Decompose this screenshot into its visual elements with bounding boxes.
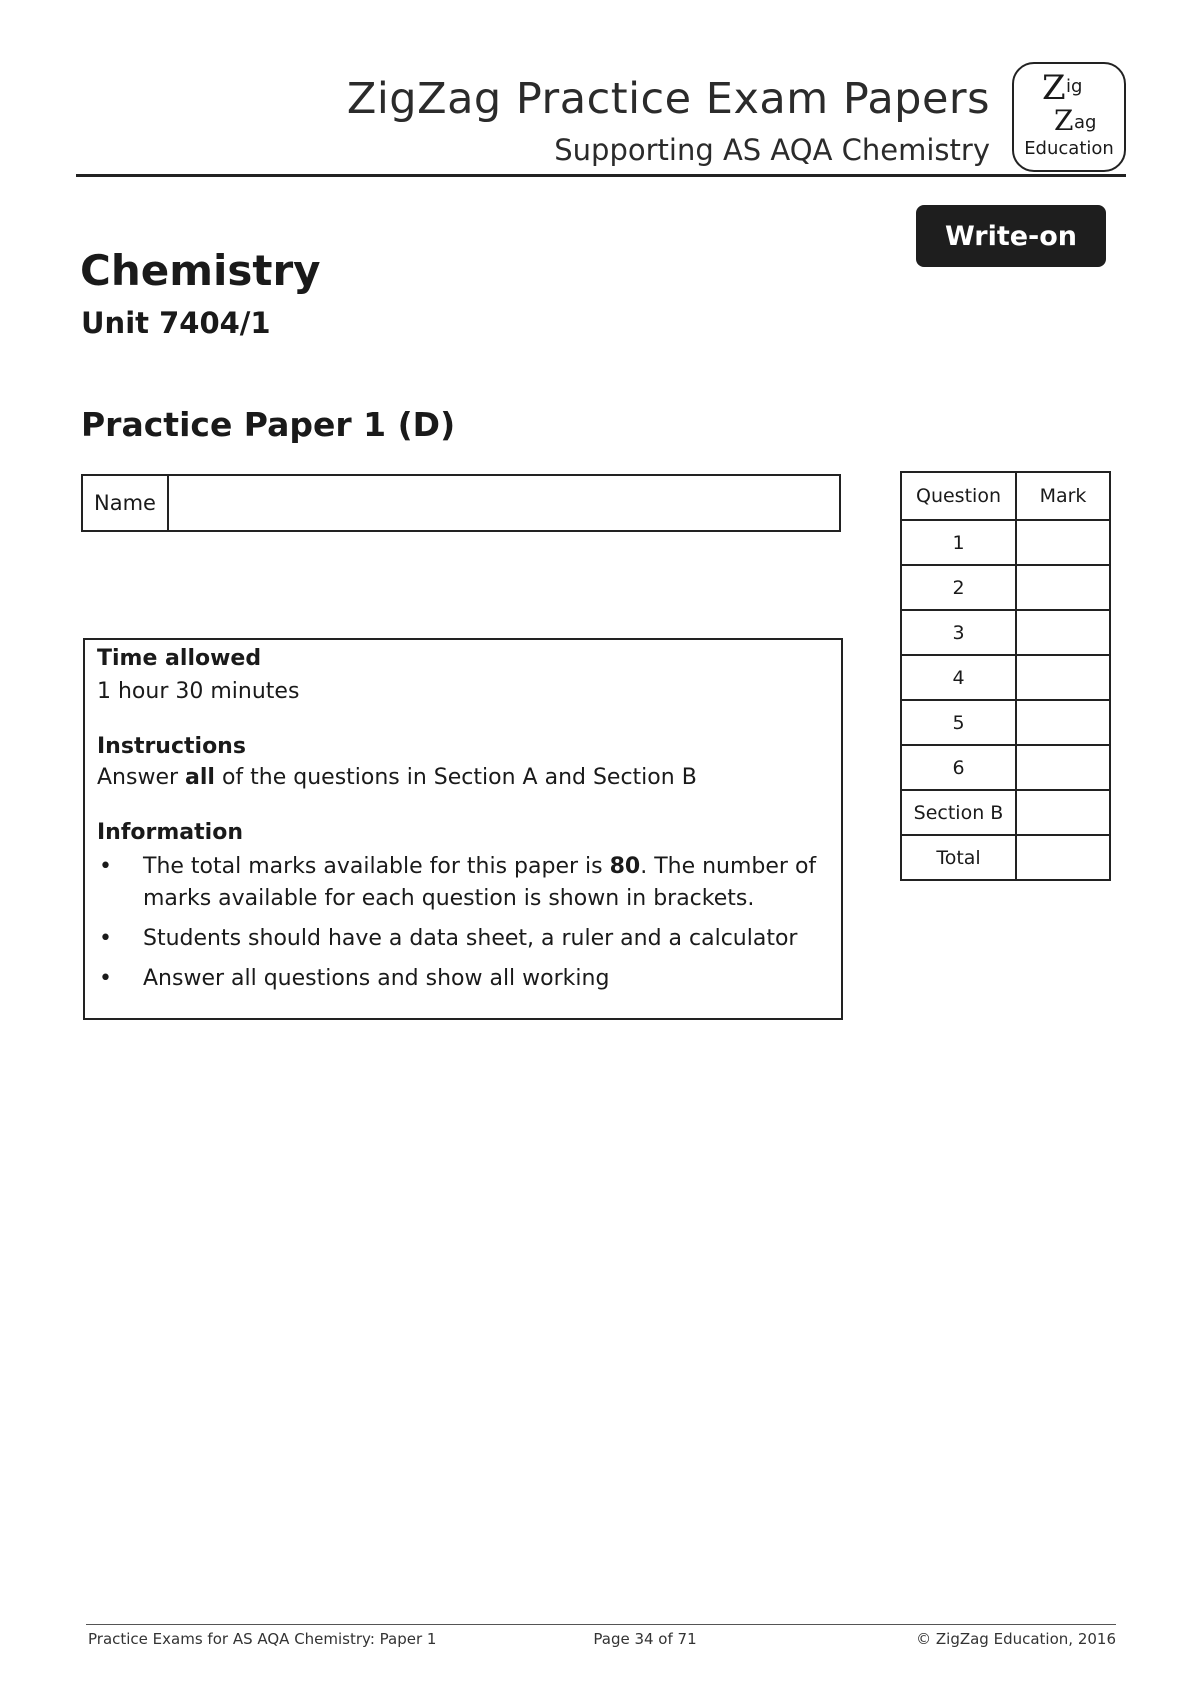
logo-letter-z1: Z [1042, 68, 1066, 108]
mark-cell[interactable] [1016, 745, 1110, 790]
mark-cell[interactable] [1016, 790, 1110, 835]
mark-cell[interactable] [1016, 520, 1110, 565]
table-row [901, 790, 1110, 835]
time-value: 1 hour 30 minutes [97, 679, 300, 704]
footer-rule [86, 1624, 1116, 1625]
name-box [81, 474, 841, 532]
logo-education: Education [1024, 138, 1114, 159]
mark-cell[interactable] [1016, 565, 1110, 610]
question-number: 3 [901, 610, 1016, 655]
page-number: Page 34 of 71 [593, 1630, 697, 1648]
info-box [83, 638, 843, 1020]
subject-title: Chemistry [80, 246, 321, 295]
table-row [901, 700, 1110, 745]
logo-letters-ag: ag [1074, 112, 1097, 133]
time-heading: Time allowed [97, 646, 262, 671]
mark-cell[interactable] [1016, 700, 1110, 745]
list-item: • The total marks available for this paper is 80. The number of marks available for each question is shown in brackets. [97, 851, 829, 915]
zigzag-logo [1012, 62, 1126, 172]
mark-cell[interactable] [1016, 835, 1110, 880]
question-number: 1 [901, 520, 1016, 565]
question-number: 5 [901, 700, 1016, 745]
question-number: 6 [901, 745, 1016, 790]
name-label: Name [83, 476, 169, 530]
name-field[interactable] [169, 476, 839, 530]
logo-letters-ig: ig [1066, 76, 1083, 97]
mark-header: Mark [1016, 472, 1110, 520]
table-row [901, 610, 1110, 655]
logo-letter-z2: Z [1054, 104, 1074, 137]
question-number: Section B [901, 790, 1016, 835]
table-row [901, 835, 1110, 880]
table-row [901, 565, 1110, 610]
question-number: 4 [901, 655, 1016, 700]
question-number: Total [901, 835, 1016, 880]
mark-table [900, 471, 1111, 881]
unit-code: Unit 7404/1 [81, 306, 271, 340]
mark-cell[interactable] [1016, 610, 1110, 655]
footer-left: Practice Exams for AS AQA Chemistry: Paper 1 [88, 1630, 437, 1648]
brand-subtitle: Supporting AS AQA Chemistry [554, 133, 990, 167]
table-row [901, 520, 1110, 565]
list-item: • Answer all questions and show all working [97, 963, 829, 995]
question-number: 2 [901, 565, 1016, 610]
brand-title: ZigZag Practice Exam Papers [346, 74, 990, 124]
instructions-text: Answer all of the questions in Section A and Section B [97, 765, 697, 790]
paper-title: Practice Paper 1 (D) [81, 405, 456, 444]
mark-cell[interactable] [1016, 655, 1110, 700]
question-header: Question [901, 472, 1016, 520]
instructions-heading: Instructions [97, 734, 246, 759]
information-heading: Information [97, 820, 243, 845]
information-list [97, 851, 829, 995]
write-on-badge: Write-on [916, 205, 1106, 267]
header-rule [76, 174, 1126, 177]
copyright: © ZigZag Education, 2016 [916, 1630, 1116, 1648]
table-row [901, 745, 1110, 790]
list-item: • Students should have a data sheet, a ruler and a calculator [97, 923, 829, 955]
table-row [901, 655, 1110, 700]
